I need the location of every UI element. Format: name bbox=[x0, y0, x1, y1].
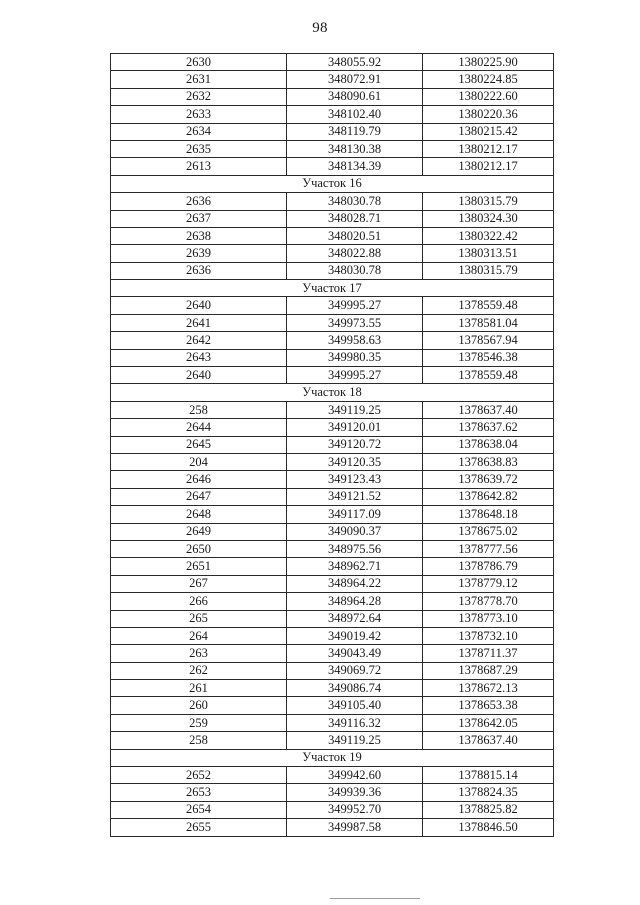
table-row bbox=[111, 645, 554, 662]
table-row bbox=[111, 540, 554, 557]
y-coordinate-cell: 1378777.56 bbox=[423, 540, 554, 557]
y-coordinate-cell: 1378824.35 bbox=[423, 784, 554, 801]
y-coordinate-cell: 1378773.10 bbox=[423, 610, 554, 627]
section-title: Участок 16 bbox=[111, 175, 554, 192]
x-coordinate-cell: 349973.55 bbox=[287, 314, 423, 331]
point-number-cell: 2635 bbox=[111, 140, 287, 157]
x-coordinate-cell: 349043.49 bbox=[287, 645, 423, 662]
y-coordinate-cell: 1378639.72 bbox=[423, 471, 554, 488]
table-row bbox=[111, 471, 554, 488]
x-coordinate-cell: 348975.56 bbox=[287, 540, 423, 557]
section-header-row bbox=[111, 749, 554, 766]
table-row bbox=[111, 436, 554, 453]
x-coordinate-cell: 349952.70 bbox=[287, 801, 423, 818]
point-number-cell: 2636 bbox=[111, 262, 287, 279]
point-number-cell: 2649 bbox=[111, 523, 287, 540]
x-coordinate-cell: 349120.01 bbox=[287, 419, 423, 436]
point-number-cell: 2647 bbox=[111, 488, 287, 505]
table-row bbox=[111, 575, 554, 592]
section-title: Участок 17 bbox=[111, 280, 554, 297]
point-number-cell: 2634 bbox=[111, 123, 287, 140]
point-number-cell: 2643 bbox=[111, 349, 287, 366]
x-coordinate-cell: 349121.52 bbox=[287, 488, 423, 505]
x-coordinate-cell: 349119.25 bbox=[287, 732, 423, 749]
x-coordinate-cell: 349958.63 bbox=[287, 332, 423, 349]
y-coordinate-cell: 1378786.79 bbox=[423, 558, 554, 575]
table-row bbox=[111, 140, 554, 157]
y-coordinate-cell: 1380212.17 bbox=[423, 158, 554, 175]
x-coordinate-cell: 348130.38 bbox=[287, 140, 423, 157]
x-coordinate-cell: 349942.60 bbox=[287, 767, 423, 784]
x-coordinate-cell: 348134.39 bbox=[287, 158, 423, 175]
y-coordinate-cell: 1378672.13 bbox=[423, 680, 554, 697]
point-number-cell: 2645 bbox=[111, 436, 287, 453]
table-row bbox=[111, 158, 554, 175]
point-number-cell: 2633 bbox=[111, 106, 287, 123]
table-row bbox=[111, 714, 554, 731]
y-coordinate-cell: 1380222.60 bbox=[423, 88, 554, 105]
point-number-cell: 2641 bbox=[111, 314, 287, 331]
point-number-cell: 263 bbox=[111, 645, 287, 662]
y-coordinate-cell: 1380315.79 bbox=[423, 193, 554, 210]
y-coordinate-cell: 1378581.04 bbox=[423, 314, 554, 331]
table-row bbox=[111, 680, 554, 697]
y-coordinate-cell: 1378825.82 bbox=[423, 801, 554, 818]
page-number: 98 bbox=[312, 20, 328, 36]
x-coordinate-cell: 349120.72 bbox=[287, 436, 423, 453]
point-number-cell: 204 bbox=[111, 453, 287, 470]
x-coordinate-cell: 349116.32 bbox=[287, 714, 423, 731]
table-row bbox=[111, 349, 554, 366]
point-number-cell: 2638 bbox=[111, 227, 287, 244]
point-number-cell: 2654 bbox=[111, 801, 287, 818]
point-number-cell: 2630 bbox=[111, 54, 287, 71]
table-row bbox=[111, 123, 554, 140]
table-row bbox=[111, 419, 554, 436]
x-coordinate-cell: 349995.27 bbox=[287, 367, 423, 384]
section-header-row bbox=[111, 280, 554, 297]
table-row bbox=[111, 227, 554, 244]
table-row bbox=[111, 593, 554, 610]
y-coordinate-cell: 1378642.82 bbox=[423, 488, 554, 505]
point-number-cell: 2651 bbox=[111, 558, 287, 575]
y-coordinate-cell: 1378675.02 bbox=[423, 523, 554, 540]
point-number-cell: 2613 bbox=[111, 158, 287, 175]
table-row bbox=[111, 106, 554, 123]
y-coordinate-cell: 1378559.48 bbox=[423, 297, 554, 314]
table-row bbox=[111, 367, 554, 384]
x-coordinate-cell: 349069.72 bbox=[287, 662, 423, 679]
x-coordinate-cell: 349019.42 bbox=[287, 627, 423, 644]
y-coordinate-cell: 1380324.30 bbox=[423, 210, 554, 227]
point-number-cell: 2644 bbox=[111, 419, 287, 436]
x-coordinate-cell: 348964.22 bbox=[287, 575, 423, 592]
table-row bbox=[111, 819, 554, 836]
y-coordinate-cell: 1378637.40 bbox=[423, 732, 554, 749]
x-coordinate-cell: 348055.92 bbox=[287, 54, 423, 71]
y-coordinate-cell: 1378778.70 bbox=[423, 593, 554, 610]
table-row bbox=[111, 627, 554, 644]
section-header-row bbox=[111, 175, 554, 192]
table-row bbox=[111, 314, 554, 331]
y-coordinate-cell: 1378637.40 bbox=[423, 401, 554, 418]
table-row bbox=[111, 523, 554, 540]
y-coordinate-cell: 1380225.90 bbox=[423, 54, 554, 71]
point-number-cell: 258 bbox=[111, 732, 287, 749]
y-coordinate-cell: 1380220.36 bbox=[423, 106, 554, 123]
table-row bbox=[111, 453, 554, 470]
table-row bbox=[111, 71, 554, 88]
section-header-row bbox=[111, 384, 554, 401]
point-number-cell: 267 bbox=[111, 575, 287, 592]
table-row bbox=[111, 297, 554, 314]
point-number-cell: 2632 bbox=[111, 88, 287, 105]
point-number-cell: 2646 bbox=[111, 471, 287, 488]
y-coordinate-cell: 1380313.51 bbox=[423, 245, 554, 262]
x-coordinate-cell: 349090.37 bbox=[287, 523, 423, 540]
x-coordinate-cell: 349120.35 bbox=[287, 453, 423, 470]
y-coordinate-cell: 1378846.50 bbox=[423, 819, 554, 836]
point-number-cell: 2652 bbox=[111, 767, 287, 784]
y-coordinate-cell: 1378687.29 bbox=[423, 662, 554, 679]
table-row bbox=[111, 506, 554, 523]
x-coordinate-cell: 348972.64 bbox=[287, 610, 423, 627]
x-coordinate-cell: 348030.78 bbox=[287, 262, 423, 279]
y-coordinate-cell: 1380215.42 bbox=[423, 123, 554, 140]
y-coordinate-cell: 1380315.79 bbox=[423, 262, 554, 279]
table-row bbox=[111, 697, 554, 714]
y-coordinate-cell: 1378637.62 bbox=[423, 419, 554, 436]
x-coordinate-cell: 348020.51 bbox=[287, 227, 423, 244]
point-number-cell: 2653 bbox=[111, 784, 287, 801]
x-coordinate-cell: 349980.35 bbox=[287, 349, 423, 366]
point-number-cell: 260 bbox=[111, 697, 287, 714]
x-coordinate-cell: 349105.40 bbox=[287, 697, 423, 714]
point-number-cell: 264 bbox=[111, 627, 287, 644]
section-title: Участок 18 bbox=[111, 384, 554, 401]
x-coordinate-cell: 349119.25 bbox=[287, 401, 423, 418]
point-number-cell: 265 bbox=[111, 610, 287, 627]
table-row bbox=[111, 767, 554, 784]
y-coordinate-cell: 1378638.04 bbox=[423, 436, 554, 453]
x-coordinate-cell: 349987.58 bbox=[287, 819, 423, 836]
x-coordinate-cell: 349939.36 bbox=[287, 784, 423, 801]
table-row bbox=[111, 662, 554, 679]
x-coordinate-cell: 348090.61 bbox=[287, 88, 423, 105]
bottom-edge-mark bbox=[330, 898, 420, 899]
point-number-cell: 2631 bbox=[111, 71, 287, 88]
table-row bbox=[111, 488, 554, 505]
y-coordinate-cell: 1378653.38 bbox=[423, 697, 554, 714]
y-coordinate-cell: 1378815.14 bbox=[423, 767, 554, 784]
y-coordinate-cell: 1380212.17 bbox=[423, 140, 554, 157]
table-row bbox=[111, 262, 554, 279]
y-coordinate-cell: 1378546.38 bbox=[423, 349, 554, 366]
point-number-cell: 262 bbox=[111, 662, 287, 679]
x-coordinate-cell: 348028.71 bbox=[287, 210, 423, 227]
table-row bbox=[111, 245, 554, 262]
table-row bbox=[111, 401, 554, 418]
point-number-cell: 2642 bbox=[111, 332, 287, 349]
table-row bbox=[111, 54, 554, 71]
table-row bbox=[111, 801, 554, 818]
point-number-cell: 2640 bbox=[111, 367, 287, 384]
y-coordinate-cell: 1378567.94 bbox=[423, 332, 554, 349]
point-number-cell: 2637 bbox=[111, 210, 287, 227]
coordinates-table-body bbox=[111, 54, 554, 837]
y-coordinate-cell: 1378732.10 bbox=[423, 627, 554, 644]
y-coordinate-cell: 1380322.42 bbox=[423, 227, 554, 244]
y-coordinate-cell: 1378559.48 bbox=[423, 367, 554, 384]
x-coordinate-cell: 349123.43 bbox=[287, 471, 423, 488]
x-coordinate-cell: 348962.71 bbox=[287, 558, 423, 575]
point-number-cell: 261 bbox=[111, 680, 287, 697]
point-number-cell: 2650 bbox=[111, 540, 287, 557]
table-row bbox=[111, 610, 554, 627]
point-number-cell: 266 bbox=[111, 593, 287, 610]
point-number-cell: 2655 bbox=[111, 819, 287, 836]
y-coordinate-cell: 1378638.83 bbox=[423, 453, 554, 470]
x-coordinate-cell: 349995.27 bbox=[287, 297, 423, 314]
x-coordinate-cell: 348964.28 bbox=[287, 593, 423, 610]
table-row bbox=[111, 732, 554, 749]
point-number-cell: 2639 bbox=[111, 245, 287, 262]
coordinates-table bbox=[110, 53, 554, 837]
x-coordinate-cell: 348102.40 bbox=[287, 106, 423, 123]
x-coordinate-cell: 348119.79 bbox=[287, 123, 423, 140]
table-row bbox=[111, 193, 554, 210]
x-coordinate-cell: 349117.09 bbox=[287, 506, 423, 523]
y-coordinate-cell: 1378648.18 bbox=[423, 506, 554, 523]
y-coordinate-cell: 1378711.37 bbox=[423, 645, 554, 662]
x-coordinate-cell: 349086.74 bbox=[287, 680, 423, 697]
section-title: Участок 19 bbox=[111, 749, 554, 766]
y-coordinate-cell: 1378779.12 bbox=[423, 575, 554, 592]
point-number-cell: 259 bbox=[111, 714, 287, 731]
point-number-cell: 258 bbox=[111, 401, 287, 418]
point-number-cell: 2636 bbox=[111, 193, 287, 210]
table-row bbox=[111, 784, 554, 801]
table-row bbox=[111, 558, 554, 575]
y-coordinate-cell: 1378642.05 bbox=[423, 714, 554, 731]
x-coordinate-cell: 348022.88 bbox=[287, 245, 423, 262]
point-number-cell: 2648 bbox=[111, 506, 287, 523]
x-coordinate-cell: 348072.91 bbox=[287, 71, 423, 88]
point-number-cell: 2640 bbox=[111, 297, 287, 314]
table-row bbox=[111, 332, 554, 349]
y-coordinate-cell: 1380224.85 bbox=[423, 71, 554, 88]
table-row bbox=[111, 210, 554, 227]
table-row bbox=[111, 88, 554, 105]
x-coordinate-cell: 348030.78 bbox=[287, 193, 423, 210]
